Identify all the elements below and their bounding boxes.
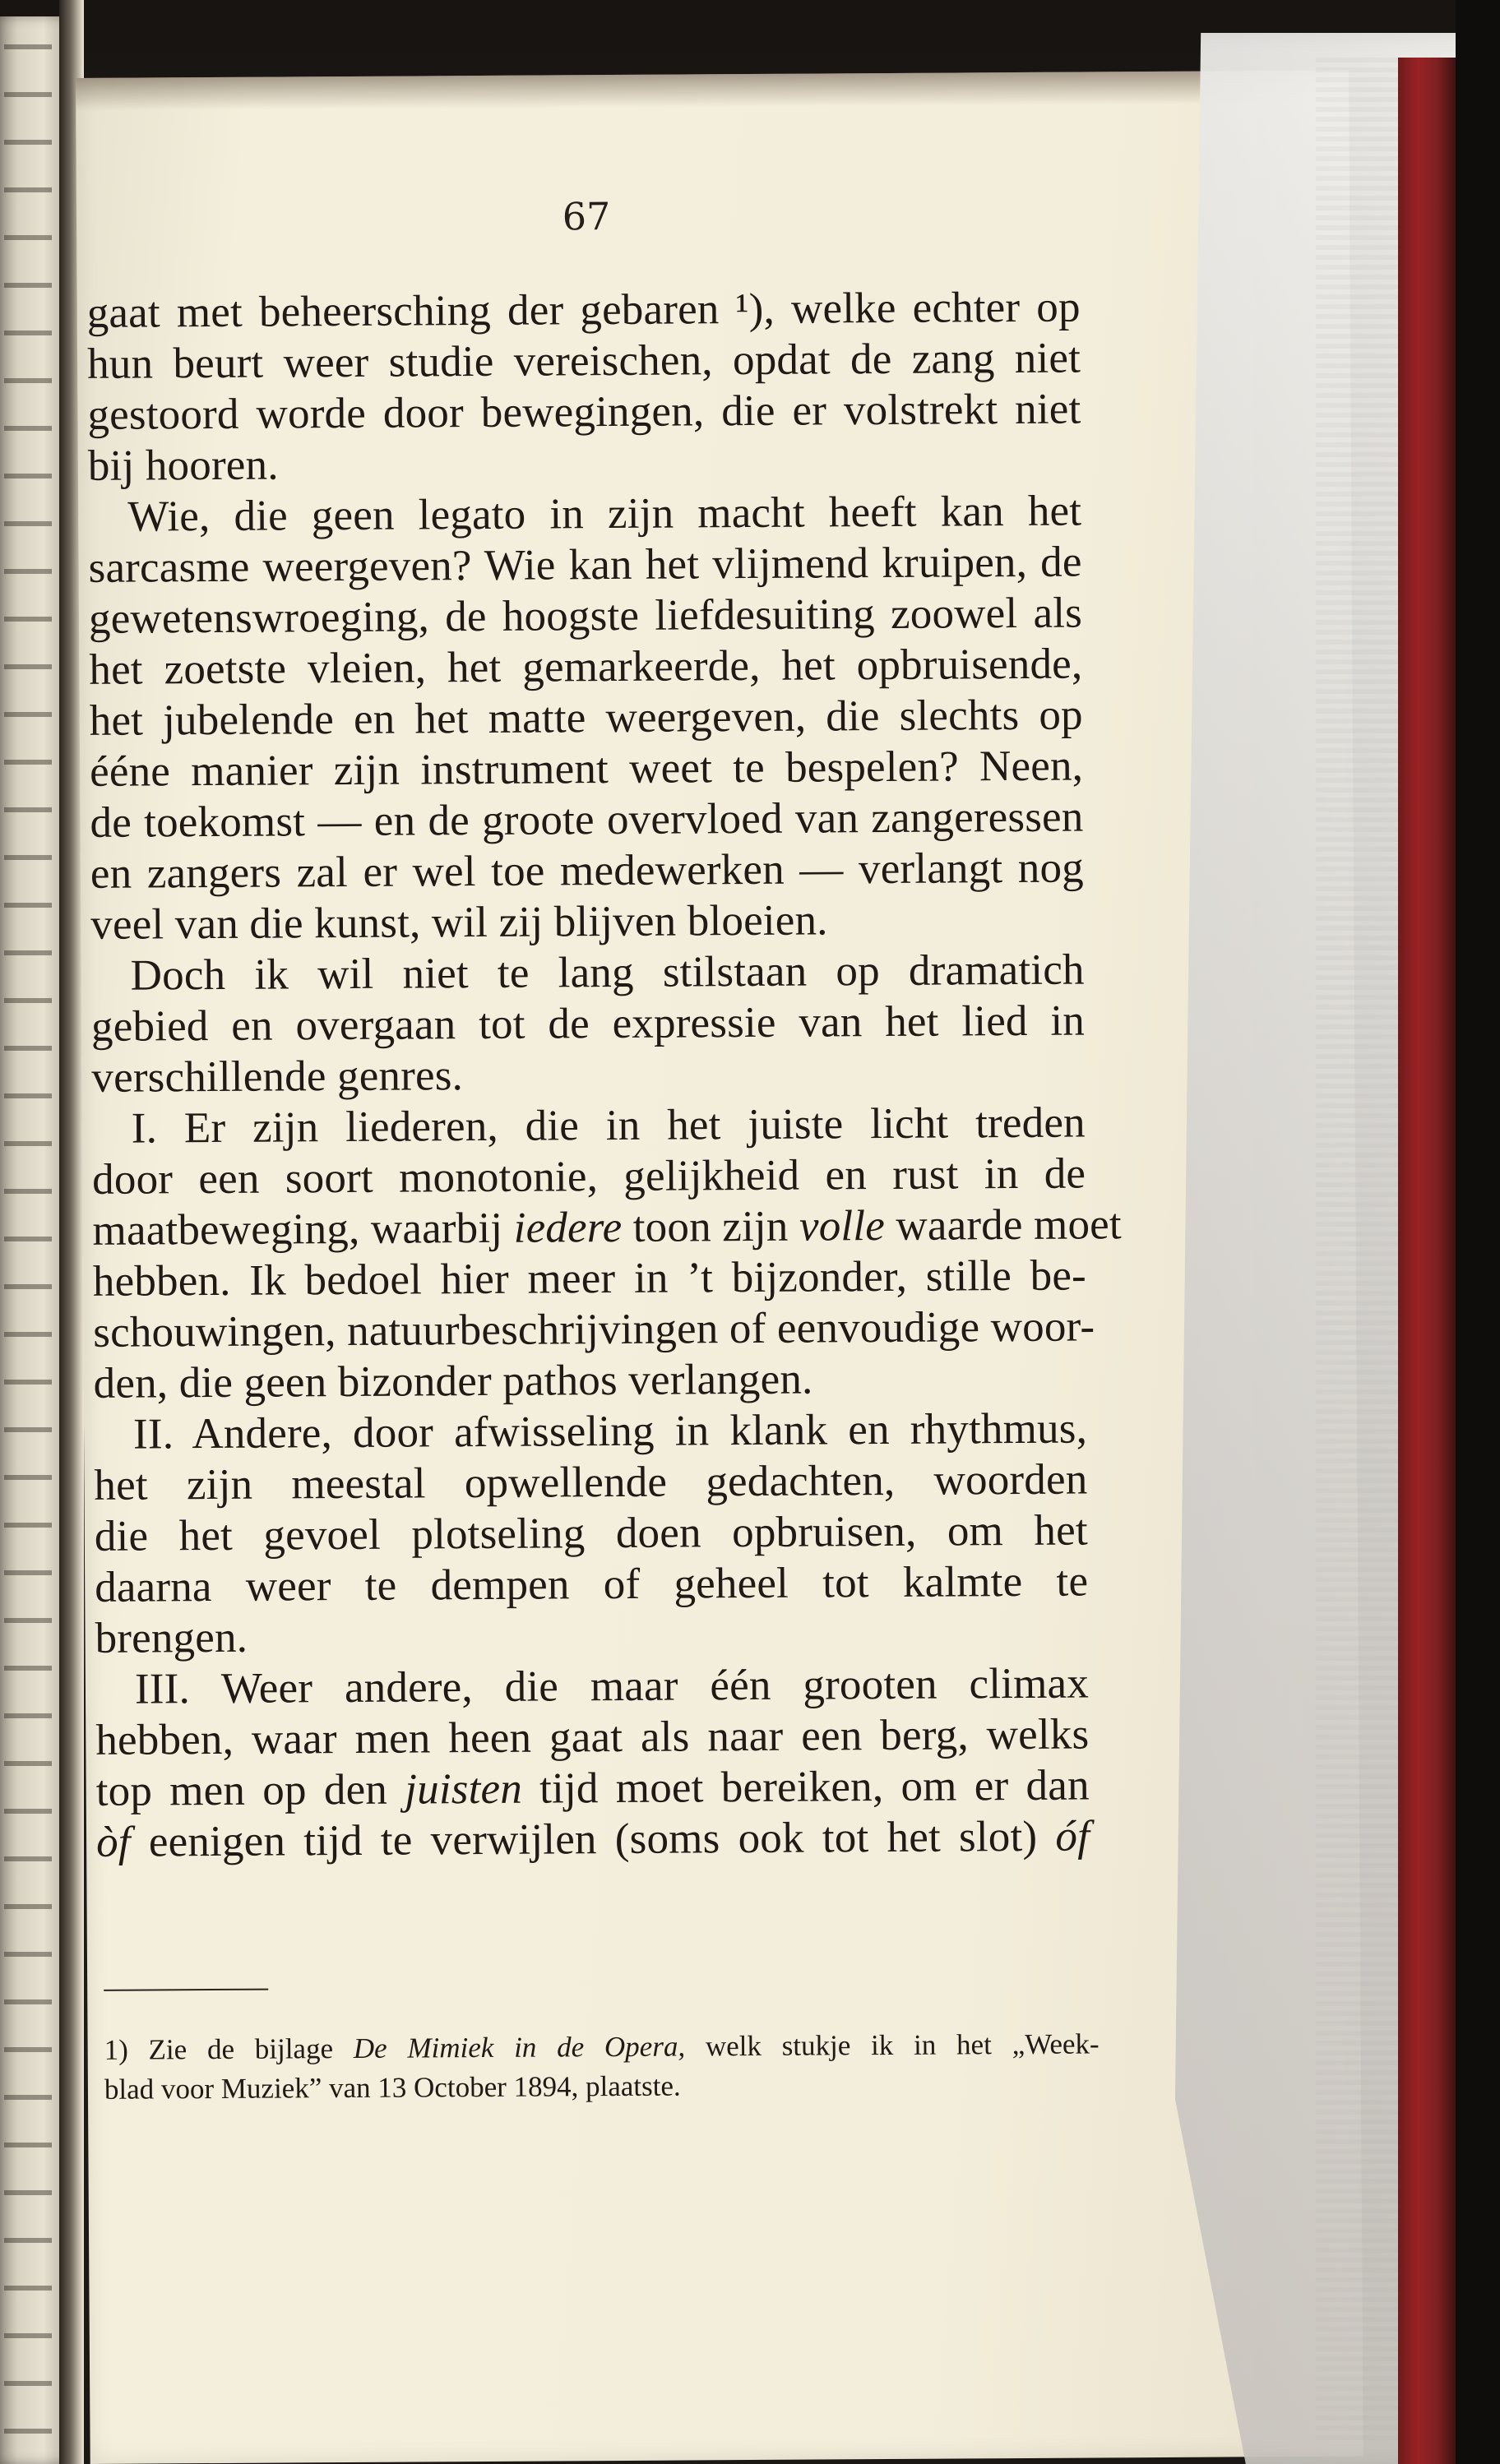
body-line: de toekomst — en de groote overvloed van zangeressen [90,793,1084,847]
book-page [76,71,1363,2464]
body-line: II. Andere, door afwisseling in klank en rhythmus, [132,1404,1088,1459]
body-line: hebben, waar men heen gaat als naar een berg, welks [95,1710,1090,1764]
dark-background-right [1456,0,1500,2464]
italic-run: volle [799,1202,886,1250]
body-line: hun beurt weer studie vereischen, opdat de zang niet [86,334,1081,388]
body-line: veel van die kunst, wil zij blijven bloeien. [90,896,828,949]
text-run: tijd moet bereiken, om er dan [521,1761,1090,1813]
text-run: top men op den [95,1765,405,1815]
body-line: door een soort monotonie, gelijkheid en rust in de [92,1149,1086,1204]
left-page-edge [0,16,66,2464]
text-run: toon zijn [622,1202,800,1251]
body-line: gewetenswroeging, de hoogste liefdesuiting zoowel als [88,589,1083,643]
body-line: verschillende genres. [91,1052,464,1102]
page-number: 67 [562,194,611,239]
body-line: bij hooren. [87,441,279,490]
footnote-divider [104,1989,268,1991]
body-line: I. Er zijn liederen, die in het juiste licht treden [131,1098,1086,1153]
text-run: eenigen tijd te verwijlen (soms ook tot het slot) [130,1812,1056,1866]
body-text [86,282,1123,1868]
body-line: die het gevoel plotseling doen opbruisen, om het [94,1506,1088,1560]
body-line: ééne manier zijn instrument weet te bespelen? Neen, [89,742,1084,796]
body-line [92,1200,1123,1256]
footnote-line: blad voor Muziek” van 13 October 1894, plaatste. [104,2069,681,2106]
body-line: hebben. Ik bedoel hier meer in ’t bijzonder, stille be- [92,1251,1087,1306]
text-run: welk stukje ik in het „Week- [685,2027,1100,2063]
body-line: daarna weer te dempen of geheel tot kalmte te [95,1557,1089,1611]
text-run: maatbeweging, waarbij [92,1204,514,1255]
body-line: het zoetste vleien, het gemarkeerde, het opbruisende, [89,640,1083,694]
footnote-line [104,2024,1100,2069]
body-line [96,1760,1090,1817]
body-line: het jubelende en het matte weergeven, die slechts op [89,691,1083,745]
body-line: gaat met beheersching der gebaren ¹), welke echter op [86,283,1081,337]
text-run: waarde moet [884,1200,1123,1250]
body-line: den, die geen bizonder pathos verlangen. [93,1355,813,1408]
body-line: sarcasme weergeven? Wie kan het vlijmend kruipen, de [88,538,1082,592]
body-line: Wie, die geen legato in zijn macht heeft kan het [127,487,1082,541]
footnote [104,2024,1100,2109]
italic-run: iedere [513,1203,623,1252]
body-line: schouwingen, natuurbeschrijvingen of eenvoudige woor- [93,1302,1095,1357]
italic-run: juisten [405,1764,523,1814]
text-run: 1) Zie de bijlage [104,2032,354,2066]
body-line: brengen. [95,1613,248,1662]
italic-run: óf [1055,1812,1090,1861]
body-line: het zijn meestal opwellende gedachten, woorden [94,1455,1088,1509]
body-line: gestoord worde door bewegingen, die er volstrekt niet [87,385,1081,439]
body-line: gebied en overgaan tot de expressie van het lied in [90,996,1086,1051]
body-line [96,1811,1090,1868]
body-line: en zangers zal er wel toe medewerken — verlangt nog [90,844,1085,898]
italic-run: De Mimiek in de Opera, [353,2030,686,2064]
body-line: III. Weer andere, die maar één grooten climax [134,1659,1090,1713]
body-line: Doch ik wil niet te lang stilstaan op dramatich [130,945,1085,1000]
italic-run: òf [95,1818,131,1866]
red-book-edge [1398,58,1456,2464]
